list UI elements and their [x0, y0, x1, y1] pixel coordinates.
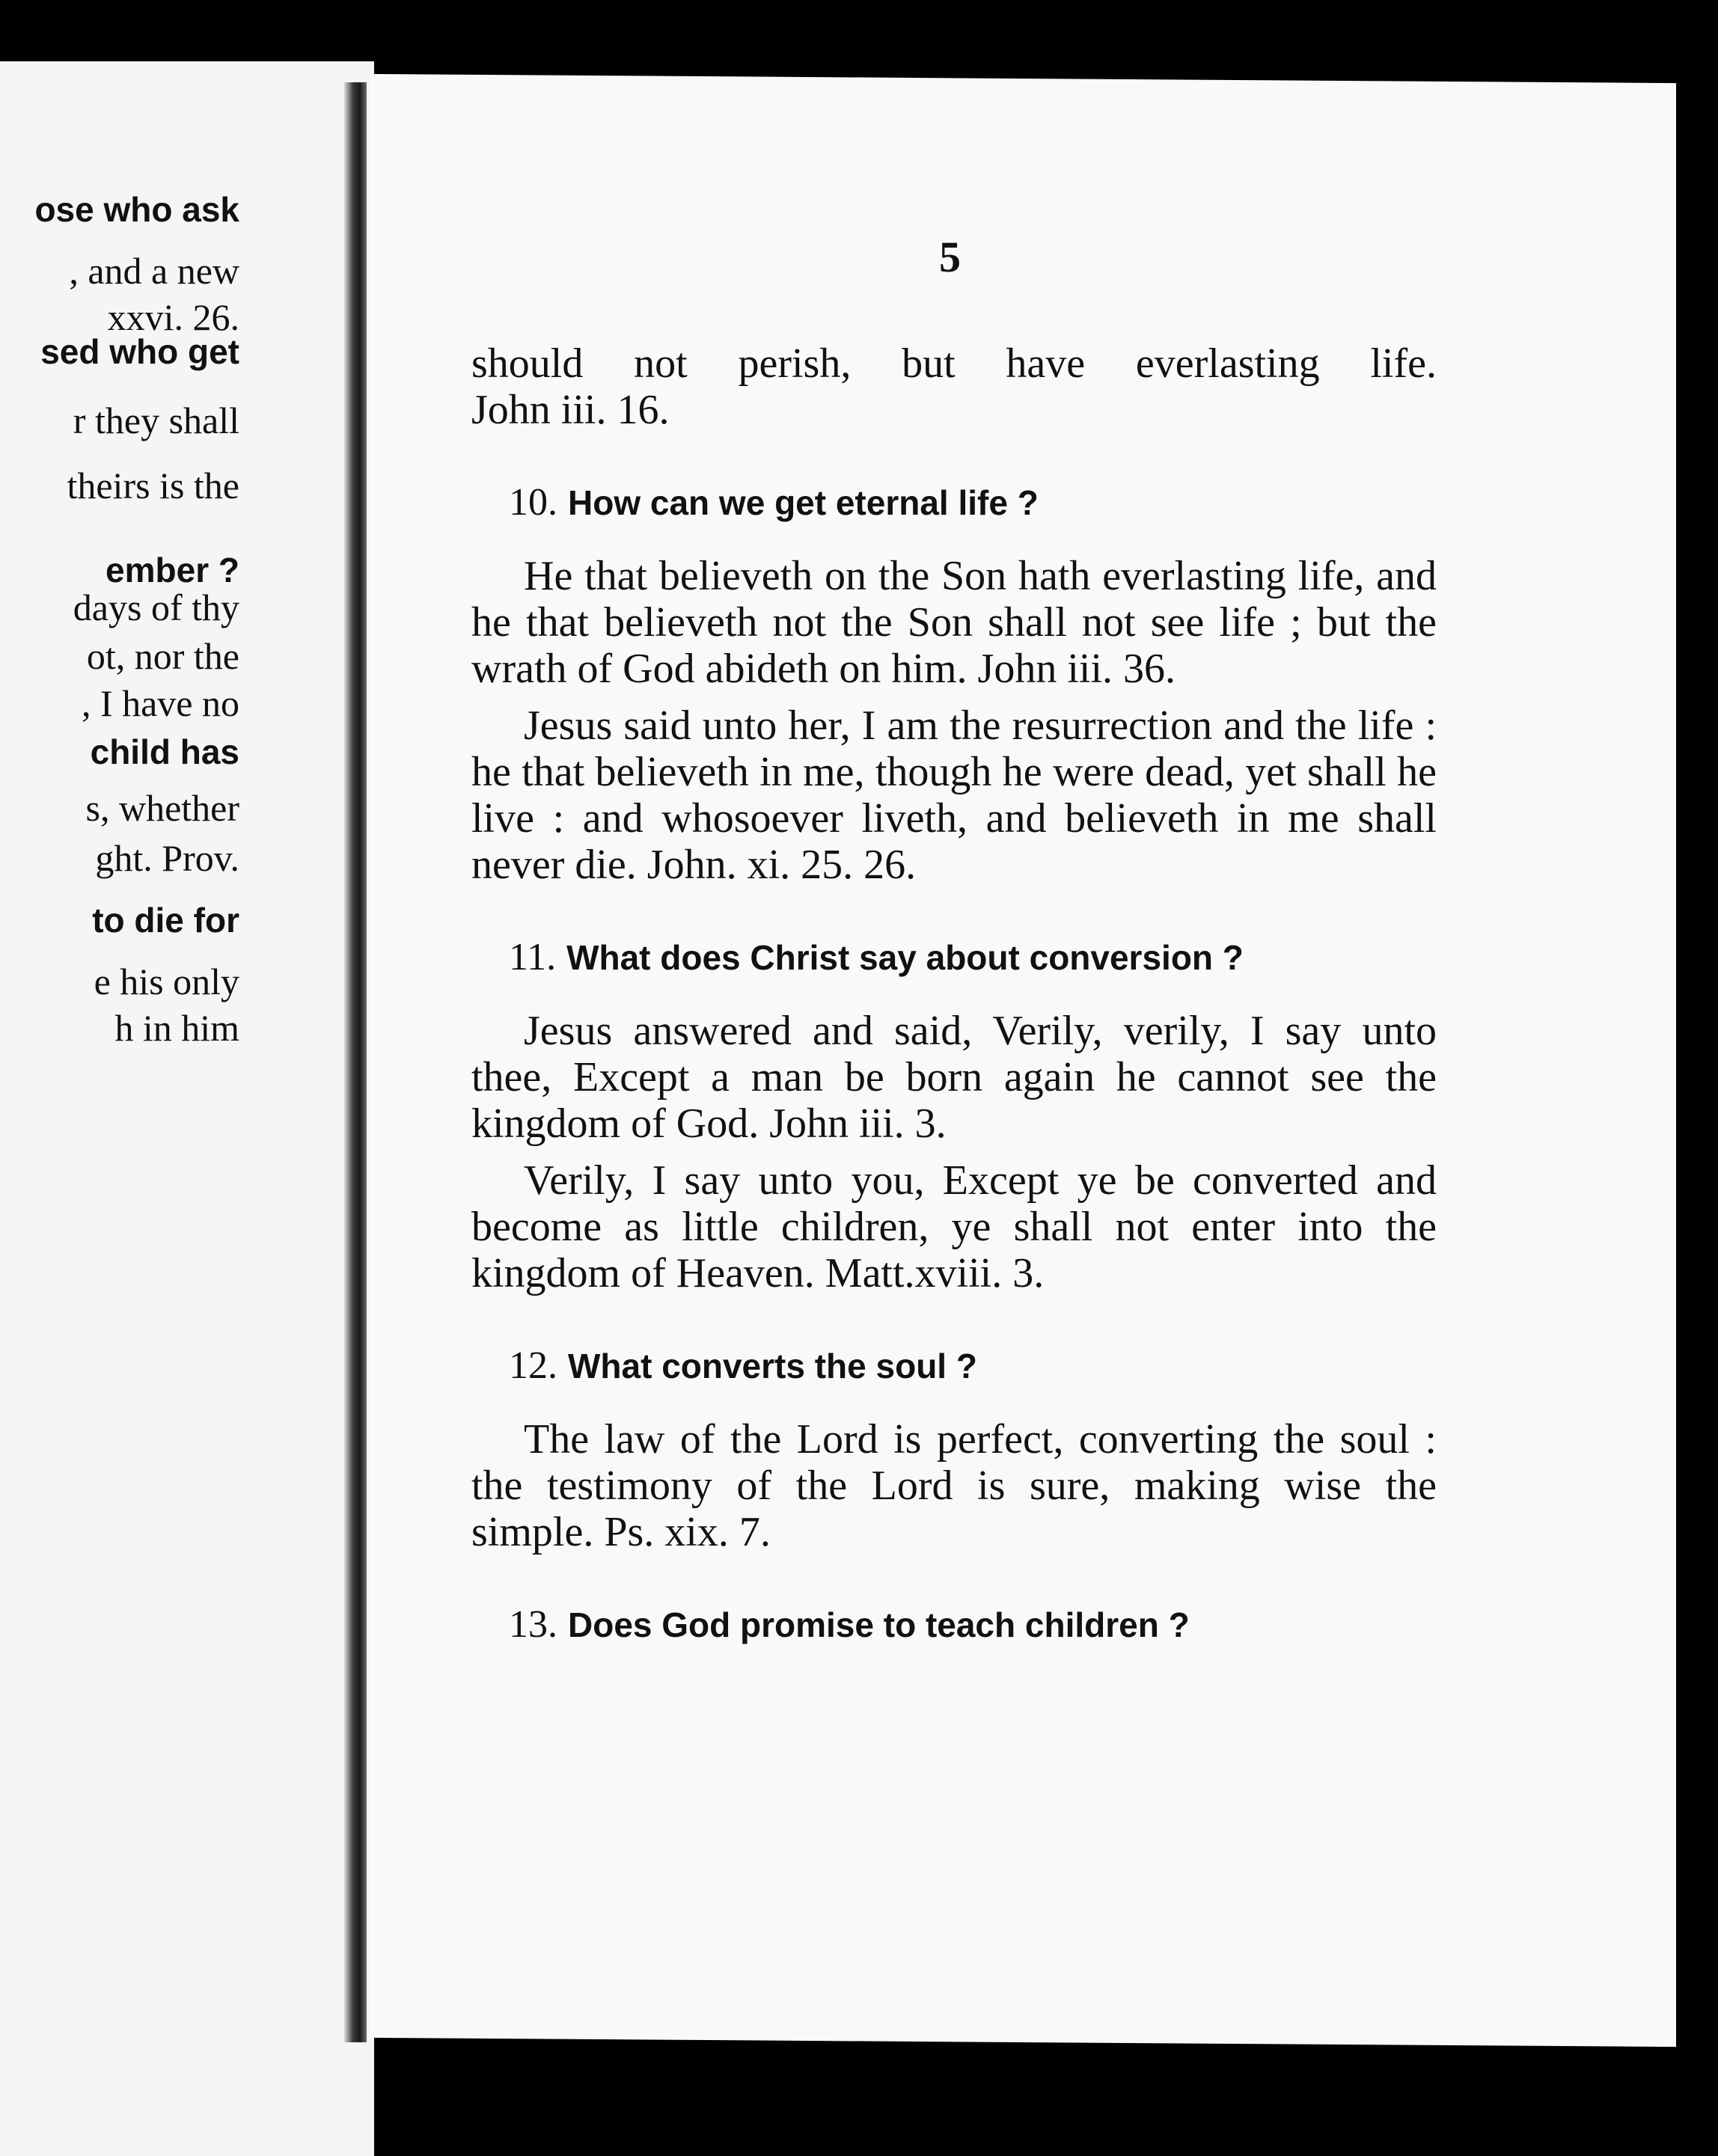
question-11 [509, 934, 1437, 981]
continued-line: should not perish, but have everlasting life. [471, 340, 1437, 387]
question-number: 13. [509, 1603, 557, 1646]
left-page-line: r they shall [73, 399, 239, 441]
left-page [0, 61, 374, 2156]
page-content [471, 340, 1437, 1675]
continued-reference: John iii. 16. [471, 387, 670, 433]
question-12 [509, 1343, 1437, 1389]
answer-11-verse-2: Verily, I say unto you, Except ye be converted and become as little children, ye shall not enter into the kingdom of Heaven. Matt.xviii. 3. [471, 1157, 1437, 1296]
left-page-line: h in him [114, 1007, 239, 1049]
question-number: 11. [509, 936, 557, 979]
answer-12: The law of the Lord is perfect, converting the soul : the testimony of the Lord is sure, making wise the simple. Ps. xix. 7. [471, 1416, 1437, 1555]
left-page-line: e his only [94, 961, 239, 1002]
question-text: How can we get eternal life ? [568, 483, 1039, 522]
left-page-line: ember ? [106, 551, 239, 589]
answer-10-verse-1: He that believeth on the Son hath everlasting life, and he that believeth not the Son shall not see life ; but the wrath of God abideth on him. John iii. 36. [471, 553, 1437, 692]
question-text: What does Christ say about conversion ? [566, 938, 1244, 977]
left-page-line: , and a new [69, 250, 239, 292]
left-page-line: theirs is the [67, 465, 239, 506]
left-page-line: to die for [92, 901, 239, 940]
question-10 [509, 480, 1437, 526]
question-number: 12. [509, 1344, 557, 1387]
question-text: Does God promise to teach children ? [568, 1605, 1190, 1644]
page-number: 5 [939, 233, 961, 281]
left-page-line: days of thy [73, 587, 239, 628]
question-text: What converts the soul ? [568, 1347, 977, 1385]
answer-10-verse-2: Jesus said unto her, I am the resurrection and the life : he that believeth in me, though he were dead, yet shall he live : and whosoever liveth, and believeth in me shall never die. John. xi. 25. 26. [471, 702, 1437, 888]
left-page-line: ot, nor the [86, 635, 239, 677]
answer-11-verse-1: Jesus answered and said, Verily, verily, I say unto thee, Except a man be born again he cannot see the kingdom of God. John iii. 3. [471, 1008, 1437, 1147]
left-page-line: , I have no [81, 682, 239, 724]
left-page-line: xxvi. 26. [107, 296, 239, 338]
left-page-line: ose who ask [34, 190, 239, 229]
book-spine [344, 82, 367, 2042]
left-page-line: sed who get [40, 332, 239, 371]
question-13 [509, 1602, 1437, 1648]
left-page-line: child has [90, 732, 239, 771]
left-page-line: s, whether [85, 787, 239, 829]
question-number: 10. [509, 481, 557, 524]
left-page-line: ght. Prov. [95, 837, 239, 879]
